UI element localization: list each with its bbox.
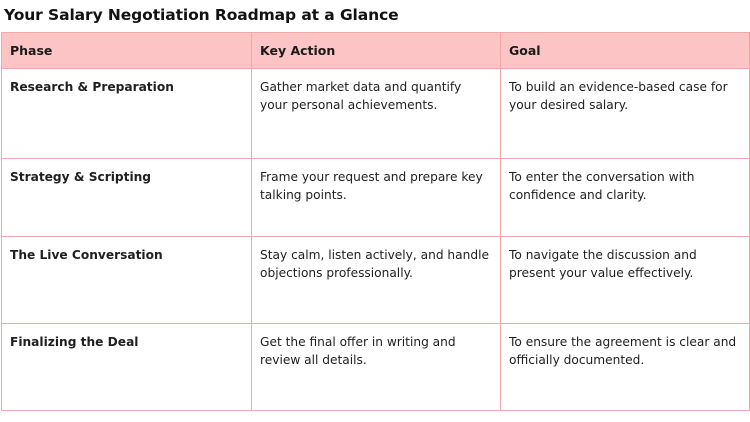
cell-goal: To enter the conversation with confidence and clarity. [501,159,750,237]
cell-phase: Finalizing the Deal [2,324,252,411]
cell-key-action: Frame your request and prepare key talking points. [252,159,501,237]
cell-key-action: Get the final offer in writing and review all details. [252,324,501,411]
cell-phase: Strategy & Scripting [2,159,252,237]
cell-goal: To navigate the discussion and present your value effectively. [501,237,750,324]
table-body [2,69,750,411]
table-header [2,33,750,69]
table-row [2,159,750,237]
table-row [2,69,750,159]
column-header-goal: Goal [501,33,750,69]
table-header-row [2,33,750,69]
cell-phase: Research & Preparation [2,69,252,159]
cell-goal: To build an evidence-based case for your desired salary. [501,69,750,159]
column-header-phase: Phase [2,33,252,69]
cell-key-action: Stay calm, listen actively, and handle objections professionally. [252,237,501,324]
page-title: Your Salary Negotiation Roadmap at a Glance [4,6,399,24]
column-header-key-action: Key Action [252,33,501,69]
table-row [2,324,750,411]
cell-goal: To ensure the agreement is clear and officially documented. [501,324,750,411]
cell-key-action: Gather market data and quantify your personal achievements. [252,69,501,159]
salary-negotiation-roadmap-table [1,32,750,411]
table-row [2,237,750,324]
cell-phase: The Live Conversation [2,237,252,324]
